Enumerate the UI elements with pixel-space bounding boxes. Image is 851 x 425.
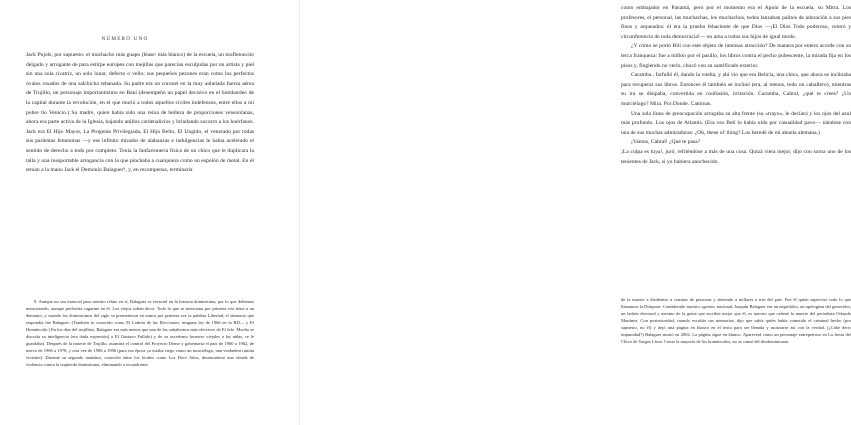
right-paragraph-4: Una sola línea de preocupación arrugaba su alta frente (su «trayo», le decían) y los ojos del azul más profundo. Los ojos de Atlantis. (Era vez Belí lo había oído por casualidad pavo— nándose con una de sus muchas admiradoras: ¿Oh, these ol' thing? Los heredé de mi abuela alemana.) (621, 110, 851, 136)
right-paragraph-3: Caramba.. farfulló él, dando la vuelta, y ahí vio que era Belicia, una chica, que ahora se inclinaba para recuperar sus libros. Entonces él también se inclinó (era, al menos, todo un caballero), mientras su ira se disipaba, convertida en confusión, irritación. Caramba, Cabral, ¿qué te crees? ¿Un murciélago? Mira. Por Donde. Caminas. (621, 72, 851, 107)
right-footnote (621, 296, 851, 345)
right-page (300, 0, 851, 425)
right-paragraph-5: ¡Vamos, Cabral! ¿Qué te pasa? (631, 139, 701, 146)
footnote-continuation: de la muerte a disidentes a comitas de personas y abriendo a millares a irse del país. Fue él quien supervisó todo lo que llamamos la Diáspora. Considerado nuestro «genio» nacional, Joaquín Balaguer era un negrófobo, un apologista del genocidio, un ladrón electoral y asesino de la gente que escribía mejor que él, es notorio que ordenó la muerte del periodista Orlando Martínez. Con posterioridad, cuando escribía sus memorias, dijo que sabía quién había cometido el criminal hecho (por supuesto, no él) y dejó una página en blanco en el texto para ser llenada y mostrarse así con la verdad. (¿Cabe decir impunidad?) Balaguer murió en 2002. La página sigue en blanco. Aparecerá como un personaje entrepetroso en La fiesta del Chivo de Vargas Llosa. Como la mayoría de los homúnculos, no se cansó del desdominicana. (621, 297, 851, 344)
chapter-heading: NÚMERO UNO (101, 36, 149, 42)
left-page (0, 0, 300, 425)
left-body-text (26, 51, 254, 176)
footnote-9: 9. Aunque no sea esencial para nuestro relato en sí, Balaguer es esencial en la historia dominicana, por lo que debemos mencionarlo, aunque preferiría cagarme en él. Los viejos solían decir: Todo lo que se menciona por primera vez tiene a un demonio, y cuando los dominicanos del siglo se prometieron en nunca por primera vez la palabra Libertad, el demonio que respondía fue Balaguer. (También se conocido como El Ladrón de las Elecciones: ninguna ley de 1966 en la RD— y El Homúnculo.) En los días del trujillato, Balaguer era más menos que uno de los subalternos más efectivos de El Jefe. Mucho se discutía su inteligencia (era duda expresión) a El Gustavo Fallido) y de su ascetismo (nuestro viejales a las niñas, se le guardaba). Después de la muerte de Trujillo, asumiría el control del Proyecto Demo y gobernaría el país de 1960 a 1962, de nuevo de 1966 a 1978, y otra vez de 1986 a 1996 (para esa época ya estaba ciego como un murciélago, una verdadera ruinita viviente). Durante su segundo mandato, conocido entre los locales como Los Doce Años, desencadenó una oleada de violencia contra la izquierda dominicana, eliminando a escuadrones (26, 299, 254, 367)
left-footnote (26, 298, 254, 368)
left-body-paragraph: Jack Pujols, por supuesto: el muchacho más guapo (léase: más blanco) de la escuela, un mofletoncito delgado y arrogante de para estirpe europea con mejillas que parecían esculpidas por un artista y piel sin una sola cicatriz, un solo lunar, defecto o vello; sus pequeños pezones eran como los perfectos óvalos rosados de una salchicha rebanada. Su padre era un coronel en la muy anhelada fuerza aérea de Trujillo, un personaje importantísimo en Baní (desempeñó un papel decisivo en el bombardeo de la capital durante la revolución, en el que murió a todos aquellos civiles indefensos, entre ellos a mi pobre tío Venicio.) Su madre, quien había sido una reina de belleza de proporciones venezolanas, ahora era parte activa de la Iglesia, bajando anillos cardenalicios y brindando socorro a los huérfanos. Jack era El Hijo Mayor, La Progenie Privilegiada, El Hijo Bello, El Ungido, el venerado por todas sus parientas femeninas —y ese infinito mirador de alabanzas e indulgencias le había acelerado el sentido de derecho a todo por completo. Tenía la fanfarronería física de un chico que le duplicara la talla y una insoportable arrogancia con la que pinchaba a cualquiera como un espolón de metal. En él tenían a la mano Jack el Demonio Balaguer⁹, y, en recompensa, terminaría (26, 52, 254, 174)
right-body-text (621, 4, 851, 167)
right-paragraph-6: ¡La culpa es tuya!, juró, refriéndose a más de una cosa. Quizá viera mejor, dijo con sorna uno de los tenientes de Jack, si yo hubiera anochecido. (621, 148, 851, 165)
right-paragraph-2: ¿Y cómo se portó Bilí con este objeto de intensas atracción? De manera por entero acorde con su terca franqueza: fue a millón por el pasillo, los libros contra el pecho pubescente, la mirada fija en los pisos y, fingiendo no verlo, chocó con su santificado exterior. (621, 43, 851, 69)
right-paragraph-1: como embajador en Panamá, pero por el momento era el Apolo de la escuela, su Mitra. Los profesores, el personal, las muchachas, los muchachos, todos lanzaban palitos de adoración a sus pies finos y arqueados: él era la prueba fehaciente de que Dios —¡El Dios Todo poderoso, centro y circunferencia de toda democracia!— no ama a todos sus hijos de igual modo. (621, 5, 851, 40)
